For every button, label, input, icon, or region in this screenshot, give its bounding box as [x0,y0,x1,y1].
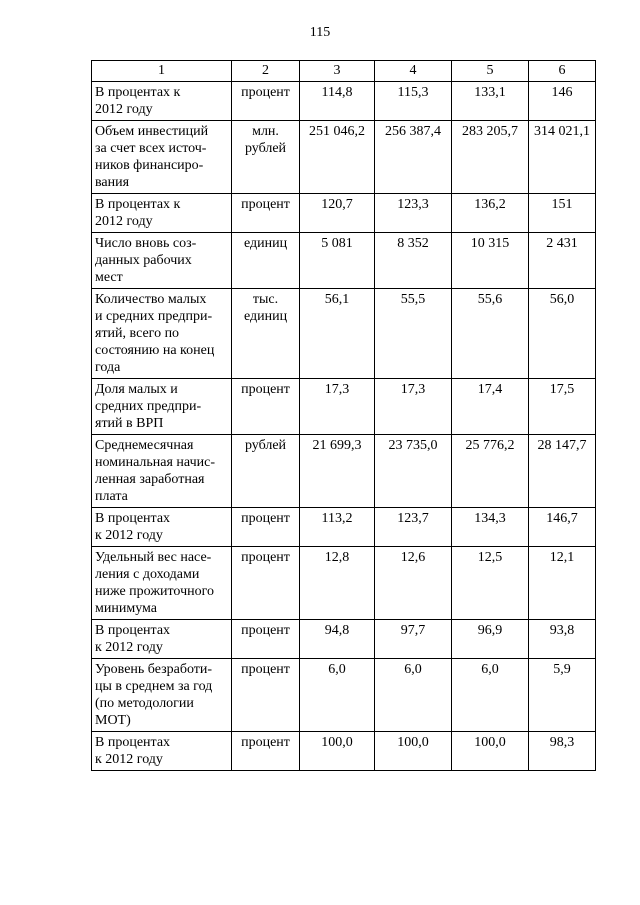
table-row [92,508,596,547]
value-cell: 114,8 [300,82,375,121]
value-cell: 93,8 [529,620,596,659]
indicator-name-cell: Уровень безработи- цы в среднем за год (по методологии МОТ) [92,659,232,732]
value-cell: 146,7 [529,508,596,547]
value-cell: 123,3 [375,194,452,233]
value-cell: 6,0 [452,659,529,732]
column-header: 2 [232,61,300,82]
value-cell: 151 [529,194,596,233]
value-cell: 98,3 [529,732,596,771]
indicator-name-cell: Объем инвестиций за счет всех источ- ников финансиро- вания [92,121,232,194]
value-cell: 100,0 [300,732,375,771]
table-row [92,289,596,379]
value-cell: 100,0 [375,732,452,771]
column-header: 5 [452,61,529,82]
value-cell: 251 046,2 [300,121,375,194]
value-cell: 17,5 [529,379,596,435]
column-header: 1 [92,61,232,82]
value-cell: 8 352 [375,233,452,289]
value-cell: 115,3 [375,82,452,121]
table-row [92,194,596,233]
indicator-name-cell: Количество малых и средних предпри- ятий, всего по состоянию на конец года [92,289,232,379]
value-cell: 23 735,0 [375,435,452,508]
value-cell: 94,8 [300,620,375,659]
table-header-row [92,61,596,82]
value-cell: 133,1 [452,82,529,121]
value-cell: 12,1 [529,547,596,620]
unit-cell: процент [232,547,300,620]
unit-cell: тыс. единиц [232,289,300,379]
indicator-name-cell: Удельный вес насе- ления с доходами ниже прожиточного минимума [92,547,232,620]
value-cell: 10 315 [452,233,529,289]
value-cell: 55,6 [452,289,529,379]
value-cell: 17,3 [300,379,375,435]
unit-cell: процент [232,379,300,435]
unit-cell: рублей [232,435,300,508]
value-cell: 120,7 [300,194,375,233]
unit-cell: единиц [232,233,300,289]
value-cell: 6,0 [300,659,375,732]
value-cell: 5,9 [529,659,596,732]
value-cell: 21 699,3 [300,435,375,508]
unit-cell: процент [232,508,300,547]
unit-cell: млн. рублей [232,121,300,194]
value-cell: 96,9 [452,620,529,659]
value-cell: 17,4 [452,379,529,435]
value-cell: 2 431 [529,233,596,289]
indicators-table [91,60,596,771]
indicator-name-cell: В процентах к 2012 году [92,620,232,659]
indicator-name-cell: В процентах к 2012 году [92,82,232,121]
indicator-name-cell: В процентах к 2012 году [92,508,232,547]
value-cell: 12,6 [375,547,452,620]
value-cell: 55,5 [375,289,452,379]
table-row [92,435,596,508]
table-row [92,620,596,659]
unit-cell: процент [232,659,300,732]
value-cell: 97,7 [375,620,452,659]
value-cell: 28 147,7 [529,435,596,508]
table-row [92,379,596,435]
indicator-name-cell: Среднемесячная номинальная начис- ленная заработная плата [92,435,232,508]
column-header: 6 [529,61,596,82]
table-row [92,82,596,121]
value-cell: 56,1 [300,289,375,379]
column-header: 3 [300,61,375,82]
value-cell: 17,3 [375,379,452,435]
table-row [92,547,596,620]
unit-cell: процент [232,732,300,771]
indicator-name-cell: В процентах к 2012 году [92,194,232,233]
value-cell: 56,0 [529,289,596,379]
unit-cell: процент [232,620,300,659]
value-cell: 25 776,2 [452,435,529,508]
table-row [92,659,596,732]
value-cell: 5 081 [300,233,375,289]
indicator-name-cell: Число вновь соз- данных рабочих мест [92,233,232,289]
value-cell: 12,5 [452,547,529,620]
value-cell: 136,2 [452,194,529,233]
table-row [92,233,596,289]
value-cell: 283 205,7 [452,121,529,194]
value-cell: 123,7 [375,508,452,547]
value-cell: 134,3 [452,508,529,547]
value-cell: 6,0 [375,659,452,732]
unit-cell: процент [232,194,300,233]
value-cell: 256 387,4 [375,121,452,194]
table-row [92,121,596,194]
unit-cell: процент [232,82,300,121]
value-cell: 100,0 [452,732,529,771]
value-cell: 146 [529,82,596,121]
page-number: 115 [309,25,331,40]
table-row [92,732,596,771]
column-header: 4 [375,61,452,82]
value-cell: 314 021,1 [529,121,596,194]
indicator-name-cell: Доля малых и средних предпри- ятий в ВРП [92,379,232,435]
table-body [92,82,596,771]
value-cell: 12,8 [300,547,375,620]
indicator-name-cell: В процентах к 2012 году [92,732,232,771]
value-cell: 113,2 [300,508,375,547]
